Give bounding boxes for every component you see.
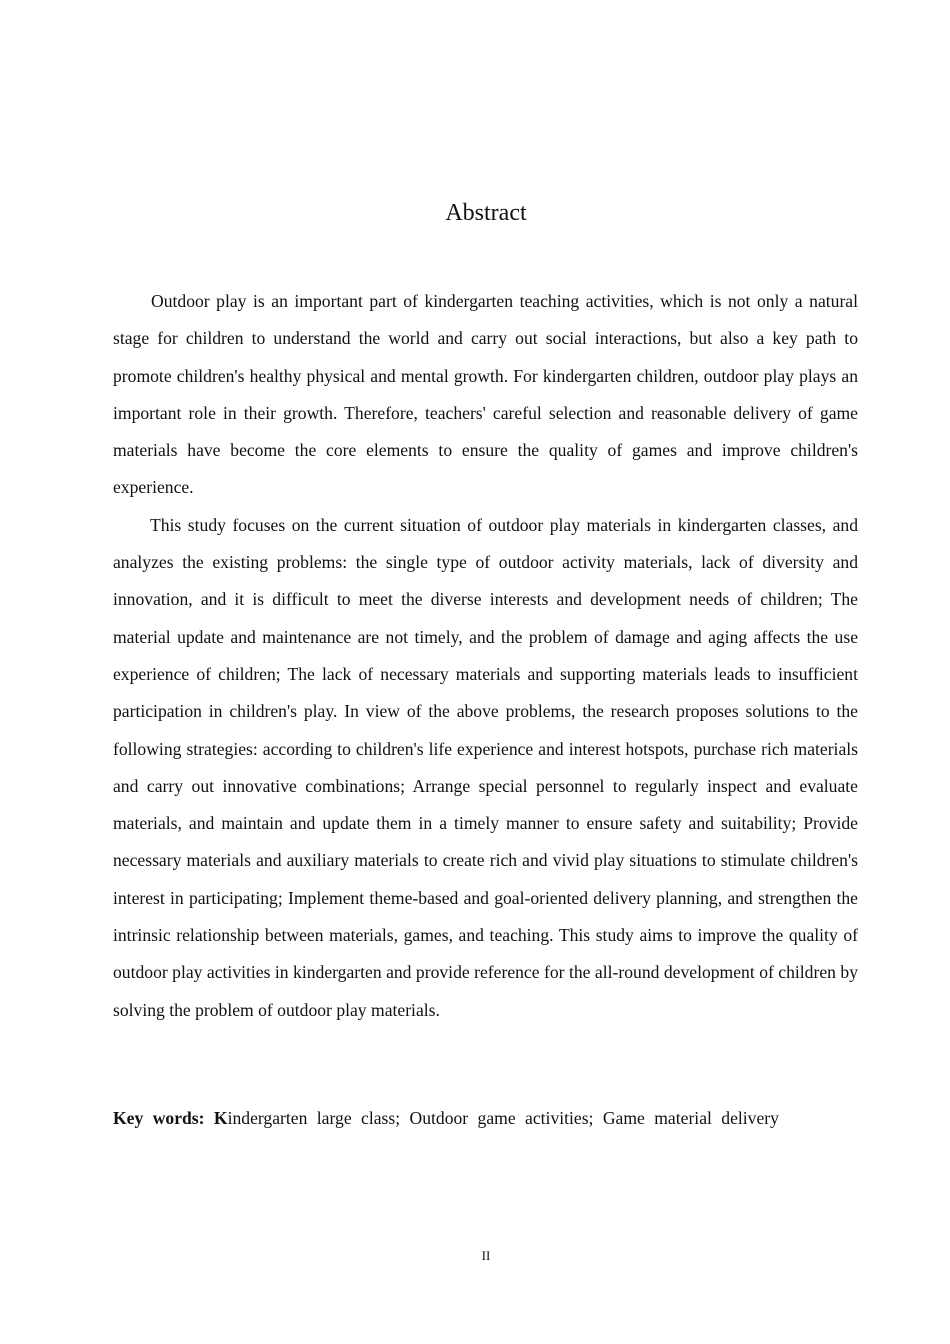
abstract-paragraph-2: This study focuses on the current situation of outdoor play materials in kindergarten classes, and analyzes the existing problems: the single type of outdoor activity materials, lack of diversity and innovation, and it is difficult to meet the diverse interests and development needs of children; The material update and maintenance are not timely, and the problem of damage and aging affects the use experience of children; The lack of necessary materials and supporting materials leads to insufficient participation in children's play. In view of the above problems, the research proposes solutions to the following strategies: according to children's life experience and interest hotspots, purchase rich materials and carry out innovative combinations; Arrange special personnel to regularly inspect and evaluate materials, and maintain and update them in a timely manner to ensure safety and suitability; Provide necessary materials and auxiliary materials to create rich and vivid play situations to stimulate children's interest in participating; Implement theme-based and goal-oriented delivery planning, and strengthen the intrinsic relationship between materials, games, and teaching. This study aims to improve the quality of outdoor play activities in kindergarten and provide reference for the all-round development of children by solving the problem of outdoor play materials. (113, 514, 858, 1020)
abstract-paragraph-1: Outdoor play is an important part of kindergarten teaching activities, which is not only a natural stage for children to understand the world and carry out social interactions, but also a key path to promote children's healthy physical and mental growth. For kindergarten children, outdoor play plays an important role in their growth. Therefore, teachers' careful selection and reasonable delivery of game materials have become the core elements to ensure the quality of games and improve children's experience. (113, 291, 858, 498)
keywords-line (113, 1100, 858, 1137)
keywords-first-letter: K (213, 1108, 228, 1128)
abstract-body (113, 283, 858, 1029)
keywords-text: indergarten large class; Outdoor game activities; Game material delivery (227, 1108, 779, 1128)
abstract-title: Abstract (445, 200, 527, 226)
keywords-label: Key words: (113, 1108, 205, 1128)
page-number: II (481, 1248, 491, 1263)
